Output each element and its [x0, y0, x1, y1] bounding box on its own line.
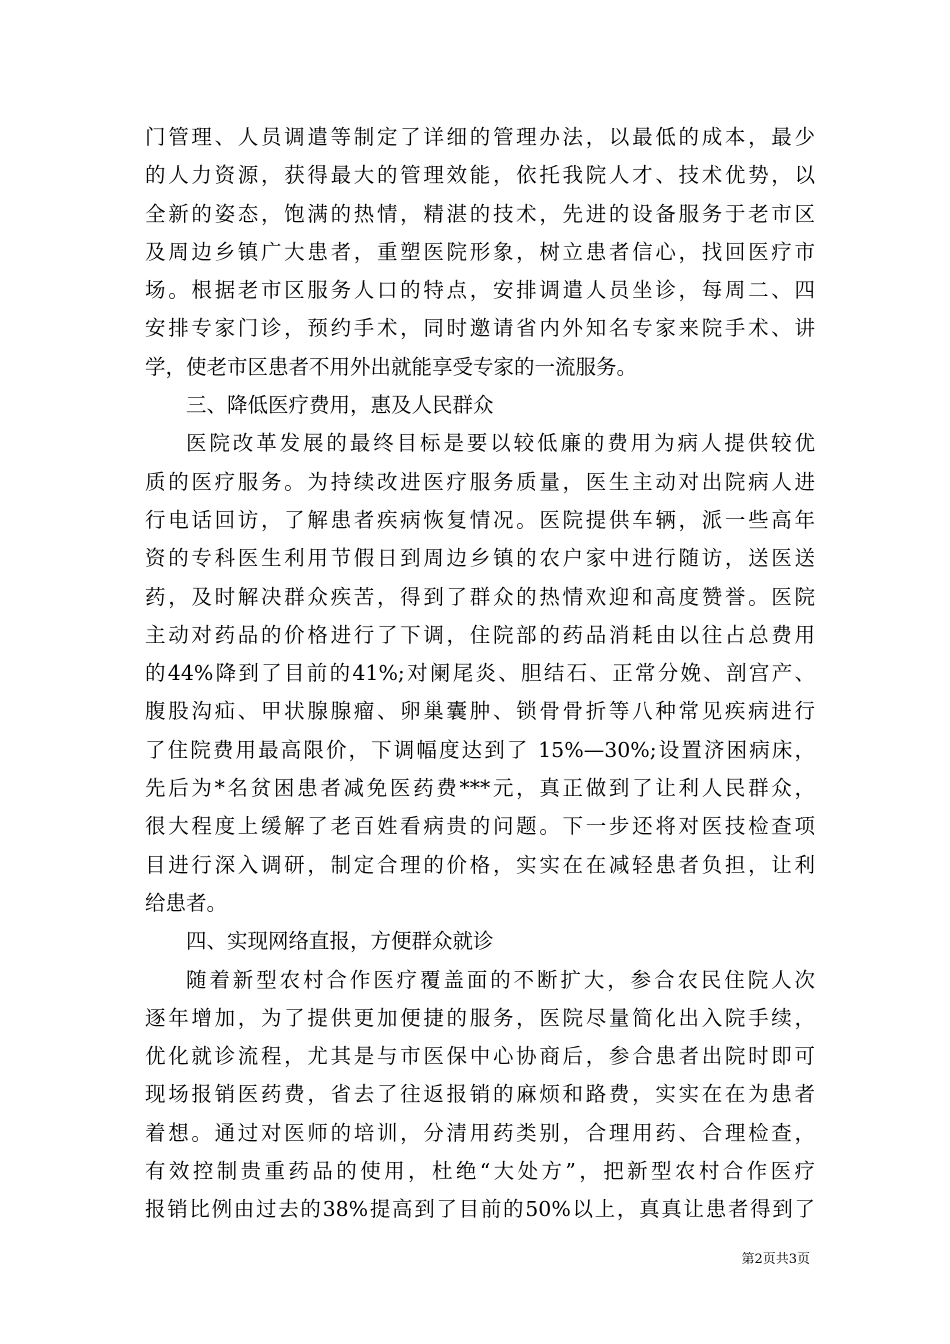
- text-line: 有效控制贵重药品的使用，杜绝“大处方”，把新型农村合作医疗: [145, 1159, 815, 1184]
- text-line: 安排专家门诊，预约手术，同时邀请省内外知名专家来院手术、讲: [145, 316, 815, 341]
- section-heading: 三、降低医疗费用，惠及人民群众: [186, 393, 494, 418]
- text-line: 的44%降到了目前的41%;对阑尾炎、胆结石、正常分娩、剖宫产、: [145, 661, 815, 686]
- text-line: 给患者。: [145, 890, 227, 915]
- text-line: 药，及时解决群众疾苦，得到了群众的热情欢迎和高度赞誉。医院: [145, 584, 815, 609]
- body-text: [145, 122, 815, 1233]
- text-line: 学，使老市区患者不用外出就能享受专家的一流服务。: [145, 354, 637, 379]
- text-line: 随着新型农村合作医疗覆盖面的不断扩大，参合农民住院人次: [186, 967, 815, 992]
- page-number-footer: 第2页共3页: [741, 1252, 810, 1267]
- text-line: 医院改革发展的最终目标是要以较低廉的费用为病人提供较优: [186, 431, 815, 456]
- text-line: 门管理、人员调遣等制定了详细的管理办法，以最低的成本，最少: [145, 125, 815, 149]
- text-line: 全新的姿态，饱满的热情，精湛的技术，先进的设备服务于老市区: [145, 201, 815, 226]
- text-line: 报销比例由过去的38%提高到了目前的50%以上，真真让患者得到了: [145, 1197, 815, 1222]
- text-line: 质的医疗服务。为持续改进医疗服务质量，医生主动对出院病人进: [145, 469, 815, 494]
- text-line: 很大程度上缓解了老百姓看病贵的问题。下一步还将对医技检查项: [145, 814, 815, 839]
- text-line: 场。根据老市区服务人口的特点，安排调遣人员坐诊，每周二、四: [145, 278, 815, 303]
- text-line: 主动对药品的价格进行了下调，住院部的药品消耗由以往占总费用: [145, 622, 815, 647]
- text-line: 资的专科医生利用节假日到周边乡镇的农户家中进行随访，送医送: [145, 546, 815, 571]
- section-heading: 四、实现网络直报，方便群众就诊: [186, 929, 494, 954]
- text-line: 目进行深入调研，制定合理的价格，实实在在减轻患者负担，让利: [145, 852, 815, 877]
- text-line: 的人力资源，获得最大的管理效能，依托我院人才、技术优势，以: [145, 163, 815, 188]
- text-line: 着想。通过对医师的培训，分清用药类别，合理用药、合理检查，: [145, 1120, 815, 1145]
- text-line: 逐年增加，为了提供更加便捷的服务，医院尽量简化出入院手续，: [145, 1005, 815, 1030]
- text-line: 行电话回访，了解患者疾病恢复情况。医院提供车辆，派一些高年: [145, 507, 815, 532]
- text-line: 了住院费用最高限价，下调幅度达到了 15%—30%;设置济困病床，: [145, 737, 815, 762]
- text-line: 及周边乡镇广大患者，重塑医院形象，树立患者信心，找回医疗市: [145, 239, 815, 264]
- text-line: 腹股沟疝、甲状腺腺瘤、卵巢囊肿、锁骨骨折等八种常见疾病进行: [145, 699, 815, 724]
- text-line: 现场报销医药费，省去了往返报销的麻烦和路费，实实在在为患者: [145, 1082, 815, 1107]
- text-line: 先后为*名贫困患者减免医药费***元，真正做到了让利人民群众，: [145, 776, 815, 801]
- text-line: 优化就诊流程，尤其是与市医保中心协商后，参合患者出院时即可: [145, 1044, 815, 1069]
